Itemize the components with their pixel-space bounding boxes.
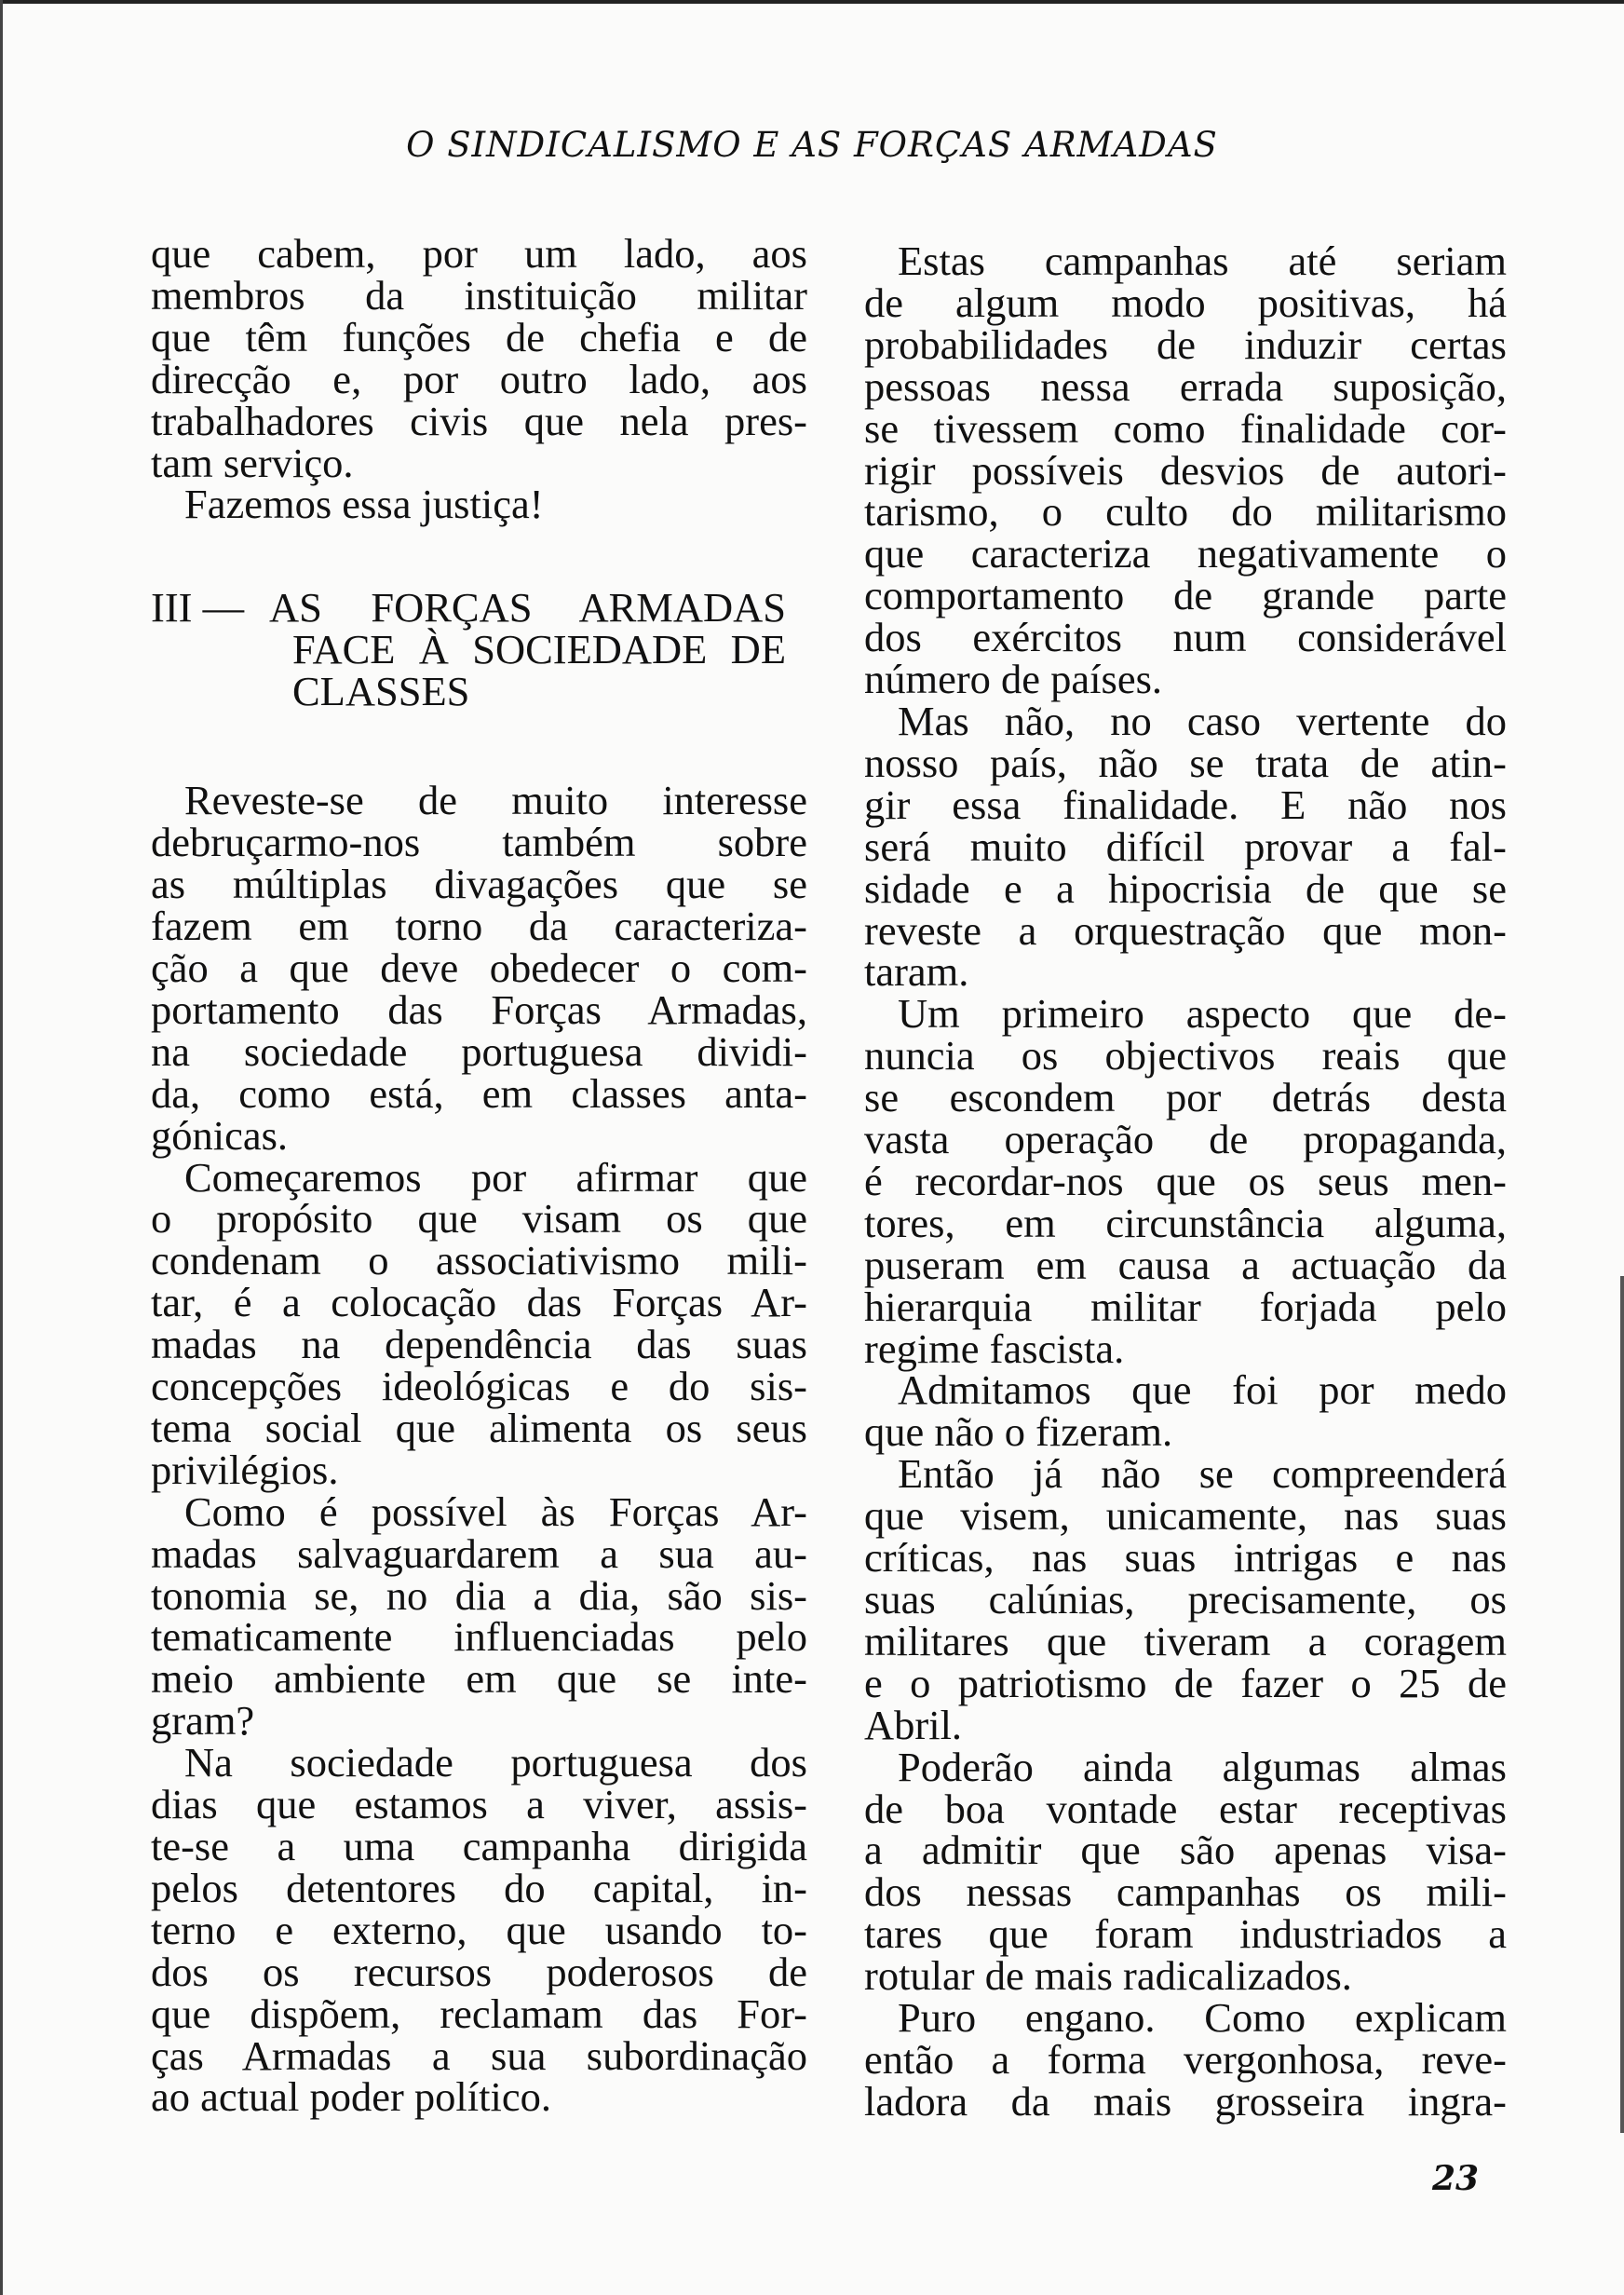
- text-line: e o patriotismo de fazer o 25 de: [864, 1659, 1507, 1706]
- text-line: Começaremos por afirmar que: [184, 1153, 807, 1201]
- text-line: vasta operação de propaganda,: [864, 1116, 1507, 1163]
- text-line: concepções ideológicas e do sis-: [151, 1363, 807, 1410]
- text-line: regime fascista.: [864, 1324, 1125, 1372]
- text-line: portamento das Forças Armadas,: [151, 985, 807, 1033]
- text-line: críticas, nas suas intrigas e nas: [864, 1534, 1507, 1582]
- text-line: número de países.: [864, 656, 1163, 703]
- text-line: tonomia se, no dia a dia, são sis-: [151, 1571, 807, 1619]
- section-number: III —: [151, 584, 245, 631]
- text-line: ao actual poder político.: [151, 2073, 552, 2121]
- text-line: Reveste-se de muito interesse: [184, 777, 807, 824]
- text-line: as múltiplas divagações que se: [151, 861, 807, 908]
- text-line: tarismo, o culto do militarismo: [864, 488, 1507, 536]
- text-line: na sociedade portuguesa dividi-: [151, 1027, 807, 1075]
- page-edge-right: [1620, 1276, 1624, 2133]
- text-line: tema social que alimenta os seus: [151, 1404, 807, 1451]
- text-line: ladora da mais grosseira ingra-: [864, 2077, 1507, 2125]
- text-line: ção a que deve obedecer o com-: [151, 944, 807, 991]
- text-line: condenam o associativismo mili-: [151, 1237, 807, 1284]
- text-line: gram?: [151, 1697, 255, 1745]
- text-line: debruçarmo-nos também sobre: [151, 819, 807, 866]
- text-line: dos exércitos num considerável: [864, 614, 1507, 661]
- text-line: tores, em circunstância alguma,: [864, 1199, 1507, 1246]
- text-line: probabilidades de induzir certas: [864, 320, 1507, 368]
- text-line: militares que tiveram a coragem: [864, 1617, 1507, 1664]
- text-line: tar, é a colocação das Forças Ar-: [151, 1279, 807, 1326]
- text-line: se tivessem como finalidade cor-: [864, 404, 1507, 452]
- text-line: te-se a uma campanha dirigida: [151, 1823, 807, 1869]
- text-line: madas na dependência das suas: [151, 1321, 807, 1368]
- text-line: que dispõem, reclamam das For-: [151, 1989, 807, 2037]
- paragraph: [864, 238, 1507, 703]
- text-line: tematicamente influenciadas pelo: [151, 1613, 807, 1661]
- paragraph: [864, 990, 1507, 1372]
- text-line: Na sociedade portuguesa dos: [184, 1739, 807, 1786]
- section-title-line: FACE À SOCIEDADE DE: [292, 626, 786, 673]
- text-line: de algum modo positivas, há: [864, 278, 1507, 326]
- text-line: Fazemos essa justiça!: [184, 481, 544, 528]
- text-line: nuncia os objectivos reais que: [864, 1032, 1507, 1080]
- text-line: Mas não, no caso vertente do: [898, 697, 1507, 744]
- right-column: [864, 240, 1507, 2123]
- text-line: Poderão ainda algumas almas: [898, 1743, 1507, 1790]
- paragraph: [864, 1450, 1507, 1748]
- text-line: comportamento de grande parte: [864, 572, 1507, 619]
- text-line: direcção e, por outro lado, aos: [151, 355, 807, 402]
- left-column: [151, 230, 807, 2121]
- page-number: 23: [1432, 2159, 1480, 2198]
- text-line: é recordar-nos que os seus men-: [864, 1157, 1507, 1204]
- text-line: trabalhadores civis que nela pres-: [151, 397, 807, 444]
- paragraph: [151, 777, 807, 1159]
- text-line: privilégios.: [151, 1446, 339, 1493]
- paragraph: [151, 1487, 807, 1745]
- text-line: hierarquia militar forjada pelo: [864, 1283, 1507, 1330]
- text-line: membros da instituição militar: [151, 271, 807, 319]
- paragraph: [864, 1366, 1507, 1456]
- text-line: Estas campanhas até seriam: [898, 238, 1507, 284]
- text-line: que caracteriza negativamente o: [864, 530, 1507, 577]
- text-line: pelos detentores do capital, in-: [151, 1864, 807, 1911]
- text-line: Admitamos que foi por medo: [898, 1366, 1507, 1414]
- text-line: ças Armadas a sua subordinação: [151, 2031, 807, 2079]
- text-line: da, como está, em classes anta-: [151, 1069, 807, 1117]
- text-line: Um primeiro aspecto que de-: [898, 990, 1507, 1038]
- paragraph: [151, 230, 807, 486]
- text-line: o propósito que visam os que: [151, 1195, 807, 1243]
- text-line: meio ambiente em que se inte-: [151, 1655, 807, 1703]
- page-edge-left: [0, 0, 3, 2295]
- top-rule: [0, 0, 1624, 4]
- text-line: suas calúnias, precisamente, os: [864, 1576, 1507, 1623]
- text-line: de boa vontade estar receptivas: [864, 1785, 1507, 1832]
- text-line: Como é possível às Forças Ar-: [184, 1487, 807, 1535]
- text-line: será muito difícil provar a fal-: [864, 822, 1507, 870]
- text-line: gónicas.: [151, 1111, 289, 1159]
- text-line: Puro engano. Como explicam: [898, 1994, 1507, 2042]
- text-line: que não o fizeram.: [864, 1408, 1173, 1456]
- text-line: então a forma vergonhosa, reve-: [864, 2035, 1507, 2083]
- text-line: sidade e a hipocrisia de que se: [864, 864, 1507, 912]
- text-line: Então já não se compreenderá: [898, 1450, 1507, 1498]
- text-line: nosso país, não se trata de atin-: [864, 739, 1507, 786]
- text-line: tam serviço.: [151, 439, 354, 486]
- text-line: puseram em causa a actuação da: [864, 1241, 1507, 1288]
- running-header: O SINDICALISMO E AS FORÇAS ARMADAS: [406, 125, 1218, 165]
- text-line: dos os recursos poderosos de: [151, 1948, 807, 1995]
- text-line: madas salvaguardarem a sua au-: [151, 1529, 807, 1577]
- text-line: terno e externo, que usando to-: [151, 1906, 807, 1953]
- text-line: gir essa finalidade. E não nos: [864, 781, 1507, 828]
- text-line: rigir possíveis desvios de autori-: [864, 446, 1507, 494]
- text-line: tares que foram industriados a: [864, 1910, 1507, 1958]
- paragraph: [864, 1994, 1507, 2125]
- text-line: que visem, unicamente, nas suas: [864, 1492, 1507, 1540]
- text-line: fazem em torno da caracteriza-: [151, 903, 807, 950]
- text-line: Abril.: [864, 1701, 963, 1748]
- section-title-line: AS FORÇAS ARMADAS: [269, 584, 786, 631]
- text-line: rotular de mais radicalizados.: [864, 1952, 1352, 2000]
- text-line: que têm funções de chefia e de: [151, 313, 807, 360]
- text-line: taram.: [864, 948, 969, 996]
- paragraph: [864, 1743, 1507, 2000]
- text-line: se escondem por detrás desta: [864, 1074, 1507, 1121]
- text-line: dias que estamos a viver, assis-: [151, 1781, 807, 1828]
- paragraph: [864, 697, 1507, 996]
- text-line: a admitir que são apenas visa-: [864, 1826, 1507, 1874]
- text-line: reveste a orquestração que mon-: [864, 906, 1507, 954]
- paragraph: [151, 481, 807, 528]
- section-heading: [151, 584, 807, 715]
- text-line: que cabem, por um lado, aos: [151, 230, 807, 277]
- section-title-line: CLASSES: [292, 668, 470, 715]
- text-line: pessoas nessa errada suposição,: [864, 362, 1507, 410]
- paragraph: [151, 1739, 807, 2121]
- text-line: dos nessas campanhas os mili-: [864, 1868, 1507, 1916]
- paragraph: [151, 1153, 807, 1493]
